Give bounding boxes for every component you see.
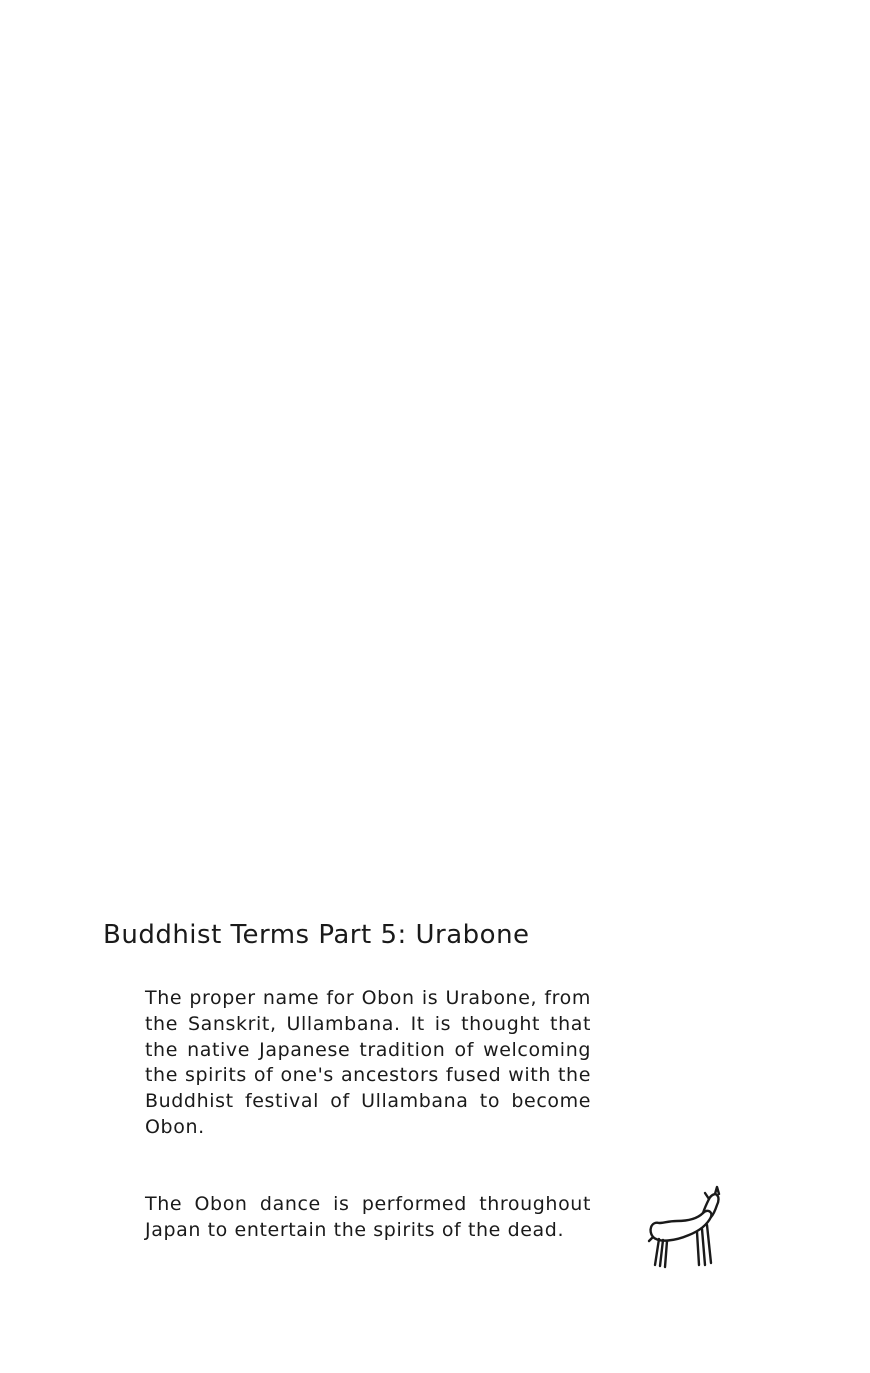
- page-title: Buddhist Terms Part 5: Urabone: [103, 920, 530, 950]
- cucumber-horse-icon: [645, 1185, 727, 1273]
- paragraph-obon-dance: The Obon dance is performed throughout Japan to entertain the spirits of the dead.: [145, 1193, 591, 1241]
- paragraph-urabone-origin: The proper name for Obon is Urabone, from the Sanskrit, Ullambana. It is thought that the native Japanese tradition of welcoming the spirits of one's ancestors fused with the Buddhist festival of Ullambana to become Obon.: [145, 987, 591, 1138]
